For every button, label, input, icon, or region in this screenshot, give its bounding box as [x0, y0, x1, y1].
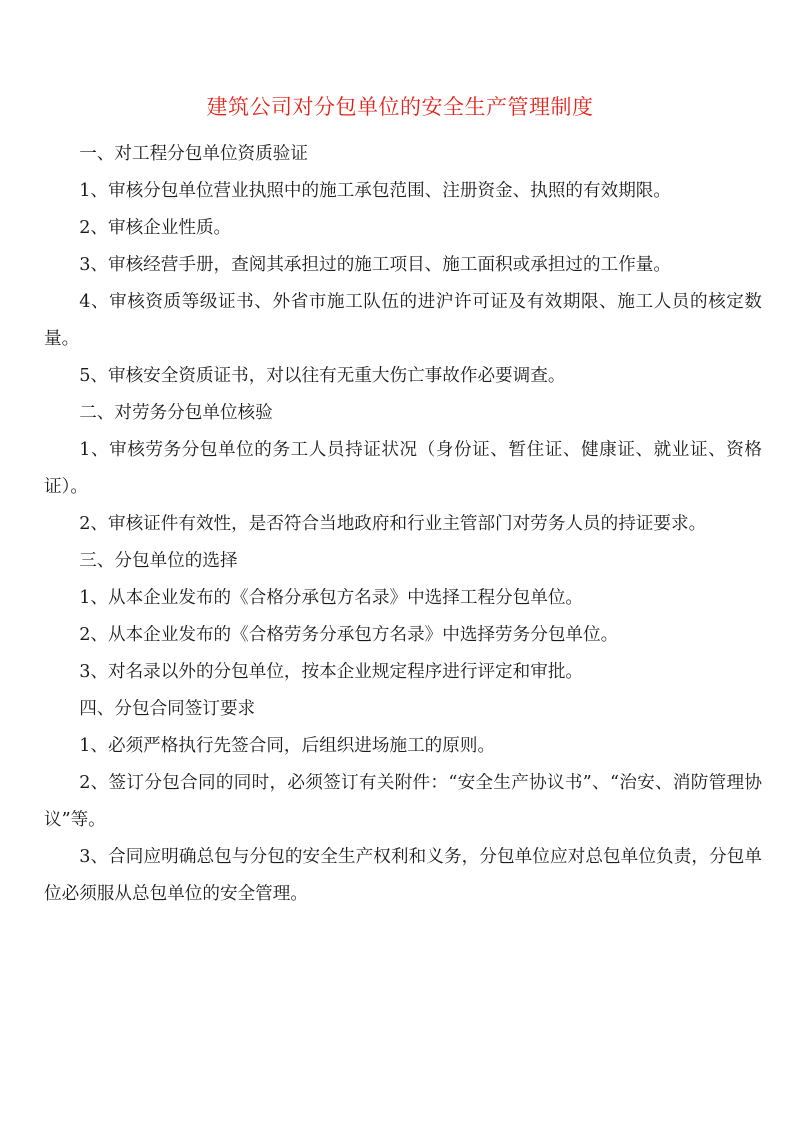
- document-title: 建筑公司对分包单位的安全生产管理制度: [206, 95, 594, 119]
- paragraph: 5、审核安全资质证书，对以往有无重大伤亡事故作必要调查。: [79, 366, 566, 386]
- section-heading-2: 二、对劳务分包单位核验: [79, 403, 273, 423]
- paragraph: 2、从本企业发布的《合格劳务分承包方名录》中选择劳务分包单位。: [79, 625, 619, 645]
- section-heading-4: 四、分包合同签订要求: [79, 699, 256, 719]
- paragraph: 1、从本企业发布的《合格分承包方名录》中选择工程分包单位。: [79, 588, 584, 608]
- paragraph: 2、审核企业性质。: [79, 218, 232, 238]
- paragraph: 2、审核证件有效性，是否符合当地政府和行业主管部门对劳务人员的持证要求。: [79, 514, 707, 534]
- section-heading-1: 一、对工程分包单位资质验证: [79, 144, 308, 164]
- document-body: [44, 136, 762, 913]
- paragraph: 2、签订分包合同的同时，必须签订有关附件：“安全生产协议书”、“治安、消防管理协议”等。: [44, 773, 762, 830]
- paragraph: 3、合同应明确总包与分包的安全生产权利和义务，分包单位应对总包单位负责，分包单位必须服从总包单位的安全管理。: [44, 847, 762, 904]
- paragraph: 1、必须严格执行先签合同，后组织进场施工的原则。: [79, 736, 496, 756]
- paragraph: 1、审核劳务分包单位的务工人员持证状况（身份证、暂住证、健康证、就业证、资格证）。: [44, 440, 762, 497]
- section-heading-3: 三、分包单位的选择: [79, 551, 238, 571]
- paragraph: 3、对名录以外的分包单位，按本企业规定程序进行评定和审批。: [79, 662, 584, 682]
- paragraph: 1、审核分包单位营业执照中的施工承包范围、注册资金、执照的有效期限。: [79, 181, 671, 201]
- paragraph: 4、审核资质等级证书、外省市施工队伍的进沪许可证及有效期限、施工人员的核定数量。: [44, 292, 762, 349]
- paragraph: 3、审核经营手册，查阅其承担过的施工项目、施工面积或承担过的工作量。: [79, 255, 671, 275]
